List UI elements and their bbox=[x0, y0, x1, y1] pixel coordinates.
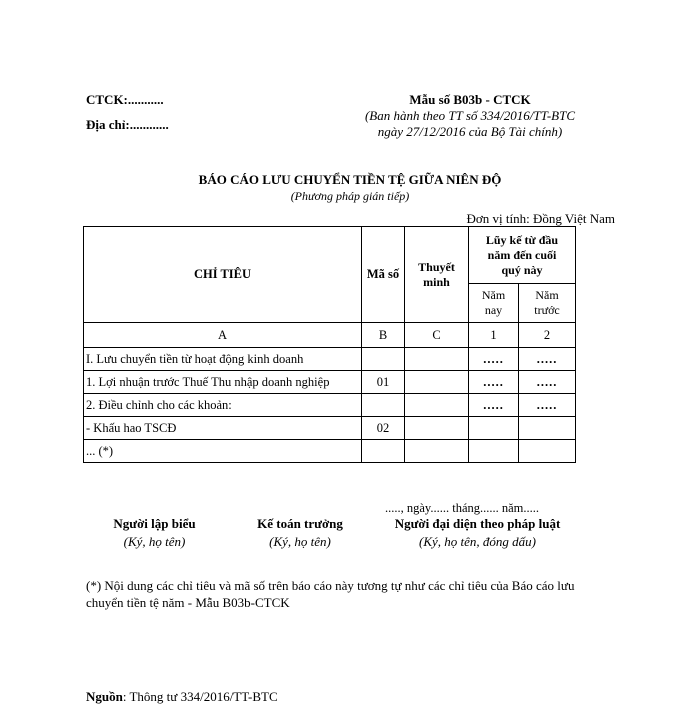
header-this-year-line-1: Năm bbox=[481, 288, 506, 302]
letter-cell: 1 bbox=[469, 323, 519, 348]
preparer-hint: (Ký, họ tên) bbox=[123, 534, 186, 549]
note-cell bbox=[405, 440, 469, 463]
cash-flow-table bbox=[83, 226, 576, 463]
table-row bbox=[84, 440, 576, 463]
accountant-signature bbox=[240, 515, 360, 551]
address-label: Địa chỉ: bbox=[86, 117, 130, 132]
table-row bbox=[84, 394, 576, 417]
current-cell: ..... bbox=[469, 348, 519, 371]
current-cell bbox=[469, 440, 519, 463]
header-note-line-1: Thuyết bbox=[418, 259, 455, 274]
header-indicator: CHỈ TIÊU bbox=[84, 227, 362, 323]
legal-rep-hint: (Ký, họ tên, đóng dấu) bbox=[419, 534, 536, 549]
header-code: Mã số bbox=[362, 227, 405, 323]
company-label: CTCK: bbox=[86, 92, 128, 107]
header-prev-year bbox=[519, 284, 576, 323]
header-note bbox=[405, 227, 469, 323]
address-value: ............ bbox=[129, 117, 169, 132]
indicator-cell: I. Lưu chuyển tiền từ hoạt động kinh doanh bbox=[84, 348, 362, 371]
indicator-cell: ... (*) bbox=[84, 440, 362, 463]
source-line bbox=[86, 689, 278, 705]
header-note-line-2: minh bbox=[423, 274, 450, 289]
letter-cell: 2 bbox=[519, 323, 576, 348]
header-cumulative-line-3: quý này bbox=[501, 262, 543, 277]
previous-cell: ..... bbox=[519, 348, 576, 371]
note-cell bbox=[405, 417, 469, 440]
address-line bbox=[86, 117, 169, 133]
header-cumulative bbox=[469, 227, 576, 284]
note-cell bbox=[405, 394, 469, 417]
previous-cell bbox=[519, 417, 576, 440]
source-value: : Thông tư 334/2016/TT-BTC bbox=[122, 689, 278, 704]
code-cell bbox=[362, 394, 405, 417]
preparer-title: Người lập biểu bbox=[113, 516, 196, 531]
previous-cell: ..... bbox=[519, 394, 576, 417]
previous-cell bbox=[519, 440, 576, 463]
current-cell bbox=[469, 417, 519, 440]
indicator-cell: - Khấu hao TSCĐ bbox=[84, 417, 362, 440]
note-cell bbox=[405, 371, 469, 394]
header-prev-year-line-1: Năm bbox=[535, 288, 559, 302]
issued-line-1: (Ban hành theo TT số 334/2016/TT-BTC bbox=[364, 108, 576, 123]
letter-cell: A bbox=[84, 323, 362, 348]
header-prev-year-line-2: trước bbox=[534, 303, 560, 317]
previous-cell: ..... bbox=[519, 371, 576, 394]
table-row bbox=[84, 417, 576, 440]
legal-rep-title: Người đại diện theo pháp luật bbox=[394, 516, 561, 531]
letter-row bbox=[84, 323, 576, 348]
company-value: ........... bbox=[127, 92, 164, 107]
code-cell bbox=[362, 440, 405, 463]
accountant-hint: (Ký, họ tên) bbox=[269, 534, 331, 549]
code-cell: 02 bbox=[362, 417, 405, 440]
report-subtitle: (Phương pháp gián tiếp) bbox=[290, 189, 410, 203]
company-line bbox=[86, 92, 164, 108]
note-cell bbox=[405, 348, 469, 371]
code-cell: 01 bbox=[362, 371, 405, 394]
header-cumulative-line-2: năm đến cuối bbox=[487, 247, 557, 262]
table-row bbox=[84, 348, 576, 371]
indicator-cell: 2. Điều chỉnh cho các khoản: bbox=[84, 394, 362, 417]
header-cumulative-line-1: Lũy kế từ đầu bbox=[485, 232, 559, 247]
current-cell: ..... bbox=[469, 394, 519, 417]
issued-line-2: ngày 27/12/2016 của Bộ Tài chính) bbox=[377, 124, 563, 139]
current-cell: ..... bbox=[469, 371, 519, 394]
form-info bbox=[330, 92, 610, 140]
accountant-title: Kế toán trưởng bbox=[257, 516, 343, 531]
indicator-cell: 1. Lợi nhuận trước Thuế Thu nhập doanh nghiệp bbox=[84, 371, 362, 394]
letter-cell: B bbox=[362, 323, 405, 348]
report-title: BÁO CÁO LƯU CHUYỂN TIỀN TỆ GIỮA NIÊN ĐỘ bbox=[198, 172, 502, 187]
table-row bbox=[84, 371, 576, 394]
legal-rep-signature bbox=[370, 515, 585, 551]
form-number: Mẫu số B03b - CTCK bbox=[409, 92, 531, 107]
preparer-signature bbox=[92, 515, 217, 551]
date-line: ....., ngày...... tháng...... năm..... bbox=[385, 501, 540, 515]
header-this-year-line-2: nay bbox=[484, 303, 503, 317]
source-label: Nguồn bbox=[86, 689, 123, 704]
footnote: (*) Nội dung các chỉ tiêu và mã số trên báo cáo này tương tự như các chỉ tiêu của Báo cáo lưu chuyển tiền tệ năm - Mẫu B03b-CTCK bbox=[86, 578, 575, 610]
code-cell bbox=[362, 348, 405, 371]
currency-unit: Đơn vị tính: Đồng Việt Nam bbox=[466, 211, 615, 226]
letter-cell: C bbox=[405, 323, 469, 348]
header-this-year bbox=[469, 284, 519, 323]
